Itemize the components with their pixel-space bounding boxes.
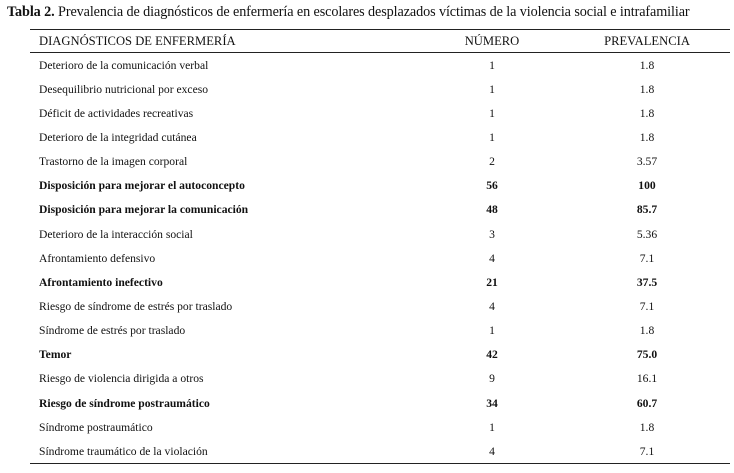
- diagnosis-cell: Disposición para mejorar el autoconcepto: [39, 179, 245, 193]
- table-row: [30, 77, 730, 101]
- diagnosis-cell: Deterioro de la comunicación verbal: [39, 58, 209, 72]
- diagnosis-cell: Síndrome de estrés por traslado: [39, 324, 186, 338]
- number-cell: 4: [489, 444, 495, 458]
- prevalence-cell: 3.57: [636, 155, 658, 169]
- prevalence-cell: 1.8: [639, 106, 655, 120]
- number-cell: 4: [489, 299, 495, 313]
- prevalence-cell: 7.1: [639, 299, 655, 313]
- diagnosis-cell: Síndrome traumático de la violación: [39, 444, 208, 458]
- header-prevalence: PREVALENCIA: [604, 33, 690, 48]
- number-cell: 42: [486, 348, 498, 362]
- prevalence-cell: 1.8: [639, 420, 655, 434]
- table-row: [30, 246, 730, 270]
- prevalence-cell: 1.8: [639, 82, 655, 96]
- prevalence-cell: 1.8: [639, 324, 655, 338]
- number-cell: 1: [489, 58, 495, 72]
- number-cell: 21: [486, 275, 498, 289]
- table-row: [30, 270, 730, 294]
- table-row: [30, 415, 730, 439]
- diagnosis-cell: Déficit de actividades recreativas: [39, 106, 194, 120]
- diagnosis-cell: Temor: [39, 348, 72, 362]
- table-row: [30, 439, 730, 464]
- table-row: [30, 125, 730, 149]
- number-cell: 34: [486, 396, 498, 410]
- table-header-row: [30, 30, 730, 53]
- header-number: NÚMERO: [464, 33, 520, 48]
- number-cell: 1: [489, 324, 495, 338]
- number-cell: 1: [489, 130, 495, 144]
- table-row: [30, 391, 730, 415]
- prevalence-cell: 7.1: [639, 444, 655, 458]
- prevalence-cell: 100: [638, 179, 656, 193]
- number-cell: 1: [489, 106, 495, 120]
- table-caption: [7, 4, 690, 21]
- table-row: [30, 198, 730, 222]
- diagnosis-cell: Afrontamiento inefectivo: [39, 275, 163, 289]
- diagnosis-cell: Afrontamiento defensivo: [39, 251, 156, 265]
- table-row: [30, 222, 730, 246]
- diagnosis-cell: Deterioro de la integridad cutánea: [39, 130, 197, 144]
- table-row: [30, 101, 730, 125]
- diagnosis-cell: Disposición para mejorar la comunicación: [39, 203, 249, 217]
- number-cell: 4: [489, 251, 495, 265]
- diagnosis-cell: Riesgo de síndrome postraumático: [39, 396, 210, 410]
- prevalence-cell: 1.8: [639, 58, 655, 72]
- caption-text: Prevalencia de diagnósticos de enfermería en escolares desplazados víctimas de la violencia social e intrafamiliar: [54, 4, 690, 20]
- prevalence-cell: 7.1: [639, 251, 655, 265]
- diagnoses-table: [30, 29, 730, 464]
- number-cell: 1: [489, 420, 495, 434]
- prevalence-cell: 16.1: [636, 372, 658, 386]
- header-diagnosis: DIAGNÓSTICOS DE ENFERMERÍA: [39, 33, 236, 48]
- table-row: [30, 319, 730, 343]
- table-row: [30, 294, 730, 318]
- number-cell: 1: [489, 82, 495, 96]
- table-row: [30, 343, 730, 367]
- table-row: [30, 367, 730, 391]
- prevalence-cell: 75.0: [636, 348, 658, 362]
- number-cell: 56: [486, 179, 498, 193]
- number-cell: 9: [489, 372, 495, 386]
- diagnosis-cell: Trastorno de la imagen corporal: [39, 155, 188, 169]
- number-cell: 3: [489, 227, 495, 241]
- prevalence-cell: 60.7: [636, 396, 658, 410]
- diagnosis-cell: Deterioro de la interacción social: [39, 227, 193, 241]
- diagnosis-cell: Síndrome postraumático: [39, 420, 153, 434]
- prevalence-cell: 85.7: [636, 203, 658, 217]
- diagnosis-cell: Desequilibrio nutricional por exceso: [39, 82, 209, 96]
- table-row: [30, 150, 730, 174]
- table-row: [30, 53, 730, 78]
- diagnosis-cell: Riesgo de violencia dirigida a otros: [39, 372, 204, 386]
- table-row: [30, 174, 730, 198]
- diagnosis-cell: Riesgo de síndrome de estrés por traslado: [39, 299, 233, 313]
- number-cell: 48: [486, 203, 498, 217]
- prevalence-cell: 1.8: [639, 130, 655, 144]
- prevalence-cell: 5.36: [636, 227, 658, 241]
- number-cell: 2: [489, 155, 495, 169]
- prevalence-cell: 37.5: [636, 275, 658, 289]
- caption-label: Tabla 2.: [7, 4, 55, 20]
